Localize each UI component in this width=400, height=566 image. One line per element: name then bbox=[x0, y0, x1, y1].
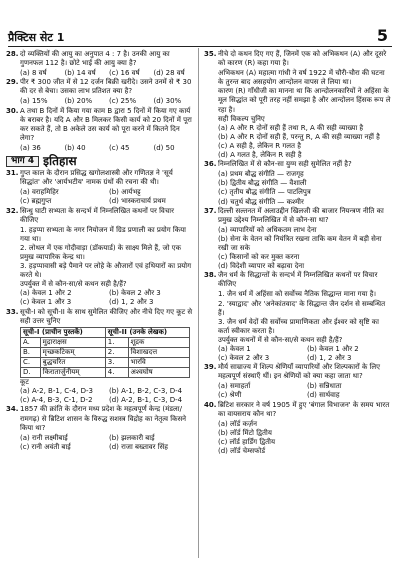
statement: कारण (R) गाँधीजी का मानना था कि आन्दोलनकारियों ने अहिंसा के मूल सिद्धांत को पूरी तरह नहीं समझा है और आन्दोलन हिंसक रूप ले रहा है। bbox=[218, 87, 391, 114]
question-text: A तथा B दिनों में किया गया काम B द्वारा 5 दिनों में किया गए कार्य के बराबर है। यदि A और B मिलकर किसी कार्य को 20 दिनों में पूरा कर सकते हैं, तो B अकेले उस कार्य को पूरा करने में कितने दिन लेगा? bbox=[20, 106, 192, 142]
question-text: गुप्त काल के दौरान प्रसिद्ध खगोलशास्त्री और गणितज्ञ ने 'सूर्य सिद्धांत' और 'आर्यभटीय' नामक ग्रंथों की रचना की थी। bbox=[20, 169, 173, 187]
left-question-group-3 bbox=[6, 405, 194, 451]
question-number: 35. bbox=[204, 50, 217, 58]
question-row bbox=[204, 401, 392, 419]
answer-option[interactable]: (b) आर्यभट्ट bbox=[109, 188, 141, 197]
question-number: 28. bbox=[6, 50, 19, 58]
match-cell: 3. bbox=[105, 358, 128, 368]
match-cell: D. bbox=[21, 368, 41, 378]
statement-list bbox=[218, 290, 392, 335]
answer-option[interactable]: (a) व्यापारियों को अधिकतम लाभ देना bbox=[218, 225, 317, 234]
question-block bbox=[204, 50, 392, 160]
question-row bbox=[6, 207, 194, 225]
question-text: ब्रिटिश सरकार ने वर्ष 1905 में हुए 'बंगाल विभाजन' के समय भारत का वायसराय कौन था? bbox=[218, 400, 390, 418]
answer-option[interactable]: (c) तृतीय बौद्ध संगीति — पाटलिपुत्र bbox=[218, 188, 311, 197]
section-title: इतिहास bbox=[43, 154, 77, 169]
answer-option[interactable]: (b) 20% bbox=[64, 97, 93, 106]
answer-option[interactable]: (b) सन्निधाता bbox=[307, 382, 342, 391]
statement-list bbox=[218, 69, 392, 114]
page-number: 5 bbox=[376, 26, 388, 45]
question-number: 38. bbox=[204, 271, 217, 280]
answer-option[interactable]: (a) लॉर्ड कर्ज़न bbox=[218, 419, 257, 428]
match-options bbox=[20, 387, 194, 405]
question-row bbox=[204, 271, 392, 289]
match-cell: 2. bbox=[105, 347, 128, 357]
code-label: कूट bbox=[20, 378, 29, 387]
question-block bbox=[204, 401, 392, 457]
left-column bbox=[6, 50, 194, 452]
match-row bbox=[21, 347, 190, 357]
options-list bbox=[218, 124, 392, 160]
left-question-group-2 bbox=[6, 169, 194, 307]
question-row bbox=[6, 169, 194, 187]
match-cell: 1. bbox=[105, 337, 128, 347]
match-cell: A. bbox=[21, 337, 41, 347]
question-number: 37. bbox=[204, 206, 217, 215]
question-number: 39. bbox=[204, 363, 217, 372]
question-number: 29. bbox=[6, 78, 19, 87]
match-row bbox=[21, 368, 190, 378]
statement: 2. 'स्याद्वाद' और 'अनेकांतवाद' के सिद्धान्त जैन दर्शन से सम्बन्धित हैं। bbox=[218, 299, 386, 317]
question-block bbox=[204, 363, 392, 400]
match-cell: मुद्राराक्षस bbox=[40, 337, 105, 347]
question-row bbox=[6, 405, 194, 432]
statement: 3. हड़प्पावासी बड़े पैमाने पर लोहे के औजारों एवं हथियारों का प्रयोग करते थे। bbox=[20, 262, 192, 280]
question-text: दिल्ली सल्तनत में अलाउद्दीन खिलजी की बाजार नियन्त्रण नीति का प्रमुख उद्देश्य निम्नलिखित में से कौन-सा था? bbox=[218, 206, 384, 224]
answer-option[interactable]: (b) झलकारी बाई bbox=[109, 433, 155, 442]
question-block bbox=[6, 107, 194, 153]
answer-option[interactable]: (d) 28 वर्ष bbox=[153, 69, 185, 78]
sub-question: उपर्युक्त कथनों में से कौन-सा/से कथन सही है/हैं? bbox=[218, 335, 343, 344]
match-table bbox=[20, 327, 190, 378]
answer-option[interactable]: (b) केवल 2 और 3 bbox=[109, 289, 161, 298]
question-text: सूची-I को सूची-II के साथ सुमेलित कीजिए और नीचे दिए गए कूट से सही उत्तर चुनिए bbox=[20, 307, 193, 325]
question-text: दो व्यक्तियों की आयु का अनुपात 4 : 7 है। उनकी आयु का गुणनफल 112 है। छोटे भाई की आयु क्या है? bbox=[20, 50, 170, 68]
answer-option[interactable]: (c) 25% bbox=[109, 97, 137, 106]
answer-option[interactable]: (c) 45 bbox=[109, 143, 130, 152]
answer-option[interactable]: (b) 40 bbox=[64, 143, 86, 152]
options-list bbox=[20, 97, 194, 106]
answer-option[interactable]: (d) भास्कराचार्य प्रथम bbox=[109, 197, 166, 206]
question-number: 36. bbox=[204, 160, 217, 169]
question-row bbox=[204, 160, 392, 169]
statement: 1. जैन धर्म में अहिंसा को सर्वोच्च नैतिक सिद्धान्त माना गया है। bbox=[218, 290, 377, 299]
answer-option[interactable]: (c) A सही है, लेकिन R गलत है bbox=[218, 141, 301, 150]
match-cell: अश्वघोष bbox=[128, 368, 189, 378]
answer-option[interactable]: (c) A-4, B-3, C-1, D-2 bbox=[20, 396, 93, 405]
sub-question: उपर्युक्त में से कौन-सा/से कथन सही है/हैं? bbox=[20, 280, 127, 289]
match-cell: बुद्धचरित bbox=[40, 358, 105, 368]
question-row bbox=[6, 107, 194, 143]
answer-option[interactable]: (c) किसानों को कर मुक्त करना bbox=[218, 253, 300, 262]
question-number: 34. bbox=[6, 405, 19, 414]
question-block bbox=[6, 207, 194, 308]
header-rule bbox=[8, 46, 392, 47]
question-row bbox=[204, 50, 392, 68]
question-block bbox=[6, 78, 194, 106]
question-block bbox=[6, 169, 194, 206]
question-row bbox=[204, 207, 392, 225]
answer-option[interactable]: (a) केवल 1 bbox=[218, 345, 251, 353]
answer-option[interactable]: (c) 16 वर्ष bbox=[109, 69, 140, 78]
answer-option[interactable]: (c) श्रेणी bbox=[218, 391, 242, 400]
statement: 1. हड़प्पा सभ्यता के नगर नियोजन में ग्रिड प्रणाली का प्रयोग किया गया था। bbox=[20, 225, 186, 243]
question-block bbox=[6, 50, 194, 78]
answer-option[interactable]: (d) 30% bbox=[153, 97, 182, 106]
question-row bbox=[6, 50, 194, 68]
options-list bbox=[20, 144, 194, 153]
question-number: 33. bbox=[6, 307, 19, 316]
answer-option[interactable]: (d) A गलत है, लेकिन R सही है bbox=[218, 151, 302, 160]
answer-option[interactable]: (a) केवल 1 और 2 bbox=[20, 289, 72, 298]
section-heading bbox=[6, 156, 194, 167]
answer-option[interactable]: (c) केवल 1 और 3 bbox=[20, 298, 72, 307]
question-block bbox=[204, 160, 392, 206]
answer-option[interactable]: (d) विदेशी व्यापार को बढ़ावा देना bbox=[218, 262, 305, 271]
question-number: 30. bbox=[6, 106, 19, 115]
options-list bbox=[20, 69, 194, 78]
answer-option[interactable]: (d) सार्थवाह bbox=[307, 391, 340, 400]
answer-option[interactable]: (a) 8 वर्ष bbox=[20, 69, 47, 78]
answer-option[interactable]: (b) द्वितीय बौद्ध संगीति — वैशाली bbox=[218, 179, 307, 188]
question-number: 40. bbox=[204, 400, 217, 409]
match-cell: मृच्छकटिकम् bbox=[40, 347, 105, 357]
match-cell: किरातार्जुनीयम् bbox=[40, 368, 105, 378]
left-question-group-1 bbox=[6, 50, 194, 153]
question-block bbox=[204, 271, 392, 363]
options-list bbox=[218, 226, 392, 271]
options-list bbox=[20, 289, 194, 307]
column-divider bbox=[198, 48, 199, 558]
sub-question: सही विकल्प चुनिए bbox=[218, 114, 265, 123]
question-block bbox=[204, 207, 392, 272]
question-number: 32. bbox=[6, 206, 19, 215]
answer-option[interactable]: (d) A-2, B-1, C-3, D-4 bbox=[109, 396, 183, 405]
match-cell: B. bbox=[21, 347, 41, 357]
match-cell: भारवि bbox=[128, 358, 189, 368]
question-text: पीर ₹ 300 जीत में से 12 दर्जन बिक्री खरीदे। उसने उनमें से ₹ 30 की दर से बेचा। उसका लाभ प्रतिशत क्या है? bbox=[20, 78, 192, 96]
question-text: 1857 की क्रांति के दौरान मध्य प्रदेश के महत्वपूर्ण केन्द्र (मंडला/रामगढ़) से ब्रिटिश शासन के विरुद्ध सशस्त्र विद्रोह का नेतृत्व किसने किया था? bbox=[20, 405, 187, 432]
question-text: निम्नलिखित में से कौन-सा युग्म सही सुमेलित नहीं है? bbox=[218, 160, 352, 169]
answer-option[interactable]: (b) लॉर्ड मिंटो द्वितीय bbox=[218, 428, 272, 437]
answer-option[interactable]: (a) रानी लक्ष्मीबाई bbox=[20, 433, 68, 442]
match-col2-head: सूची-II (उनके लेखक) bbox=[105, 327, 189, 337]
answer-option[interactable]: (a) समाहर्ता bbox=[218, 382, 251, 391]
match-cell: 4. bbox=[105, 368, 128, 378]
answer-option[interactable]: (d) राजा बख्तावर सिंह bbox=[109, 442, 168, 451]
question-text: नीचे दो कथन दिए गए हैं, जिनमें एक को अभिकथन (A) और दूसरे को कारण (R) कहा गया है। bbox=[218, 50, 387, 68]
answer-option[interactable]: (c) केवल 2 और 3 bbox=[218, 354, 270, 363]
answer-option[interactable]: (d) 1, 2 और 3 bbox=[307, 354, 352, 363]
match-cell: C. bbox=[21, 358, 41, 368]
answer-option[interactable]: (b) A और R दोनों सही हैं, परन्तु R, A की सही व्याख्या नहीं है bbox=[218, 132, 380, 141]
question-33 bbox=[6, 308, 194, 326]
statement: 3. जैन धर्म वेदों की सर्वोच्च प्रामाणिकता और ईश्वर को सृष्टि का कर्ता स्वीकार करता है। bbox=[218, 317, 379, 335]
answer-option[interactable]: (b) केवल 1 और 2 bbox=[307, 345, 359, 353]
question-number: 31. bbox=[6, 169, 19, 178]
answer-option[interactable]: (a) 15% bbox=[20, 97, 48, 106]
page-header-title: प्रैक्टिस सेट 1 bbox=[8, 31, 65, 44]
question-text: मौर्य साम्राज्य में शिल्प श्रेणियाँ व्यापारियों और शिल्पकारों के लिए महत्वपूर्ण संस्थाएँ थीं। इन श्रेणियों को क्या कहा जाता था? bbox=[218, 363, 380, 381]
section-label: भाग 4 bbox=[6, 156, 39, 167]
options-list bbox=[218, 420, 392, 456]
answer-option[interactable]: (d) चतुर्थ बौद्ध संगीति — कश्मीर bbox=[218, 197, 304, 206]
right-column bbox=[204, 50, 392, 456]
answer-option[interactable]: (d) 1, 2 और 3 bbox=[109, 298, 154, 307]
statement: 2. लोथल में एक गोदीवाड़ा (डॉकयार्ड) के साक्ष्य मिले हैं, जो एक प्रमुख व्यापारिक केन्द्र था। bbox=[20, 243, 181, 261]
statement-list bbox=[20, 226, 194, 281]
question-text: जैन धर्म के सिद्धान्तों के सन्दर्भ में निम्नलिखित कथनों पर विचार कीजिए bbox=[218, 271, 378, 289]
answer-option[interactable]: (a) प्रथम बौद्ध संगीति — राजगृह bbox=[218, 170, 304, 179]
options-list bbox=[218, 170, 392, 206]
answer-option[interactable]: (c) रानी अवंती बाई bbox=[20, 442, 71, 451]
question-row bbox=[6, 78, 194, 96]
answer-option[interactable]: (a) 36 bbox=[20, 143, 41, 152]
answer-option[interactable]: (a) A-2, B-1, C-4, D-3 bbox=[20, 387, 93, 396]
right-question-group bbox=[204, 50, 392, 456]
match-cell: विशाखदत्त bbox=[128, 347, 189, 357]
options-list bbox=[20, 434, 194, 452]
match-col1-head: सूची-I (प्राचीन पुस्तकें) bbox=[21, 327, 106, 337]
options-list bbox=[218, 345, 392, 363]
options-list bbox=[218, 382, 392, 400]
answer-option[interactable]: (a) A और R दोनों सही हैं तथा R, A की सही व्याख्या है bbox=[218, 123, 364, 132]
statement: अभिकथन (A) महात्मा गांधी ने वर्ष 1922 में चौरी-चौरा की घटना के तुरन्त बाद असहयोग आन्दोलन वापस ले लिया था। bbox=[218, 69, 385, 87]
match-row bbox=[21, 337, 190, 347]
question-row bbox=[204, 363, 392, 381]
question-text: सिन्धु घाटी सभ्यता के सन्दर्भ में निम्नलिखित कथनों पर विचार कीजिए bbox=[20, 206, 174, 224]
answer-option[interactable]: (d) लॉर्ड चेम्सफोर्ड bbox=[218, 447, 266, 456]
answer-option[interactable]: (b) 14 वर्ष bbox=[64, 69, 96, 78]
question-block bbox=[6, 405, 194, 451]
options-list bbox=[20, 188, 194, 206]
answer-option[interactable]: (b) सेना के वेतन को नियंत्रित रखना ताकि कम वेतन में बड़ी सेना रखी जा सके bbox=[218, 234, 382, 252]
answer-option[interactable]: (d) 50 bbox=[153, 143, 175, 152]
match-row bbox=[21, 358, 190, 368]
match-cell: शूद्रक bbox=[128, 337, 189, 347]
answer-option[interactable]: (c) ब्रह्मगुप्त bbox=[20, 197, 52, 206]
answer-option[interactable]: (a) वराहमिहिर bbox=[20, 188, 59, 197]
answer-option[interactable]: (b) A-1, B-2, C-3, D-4 bbox=[109, 387, 183, 396]
answer-option[interactable]: (c) लॉर्ड हार्डिंग द्वितीय bbox=[218, 437, 276, 446]
